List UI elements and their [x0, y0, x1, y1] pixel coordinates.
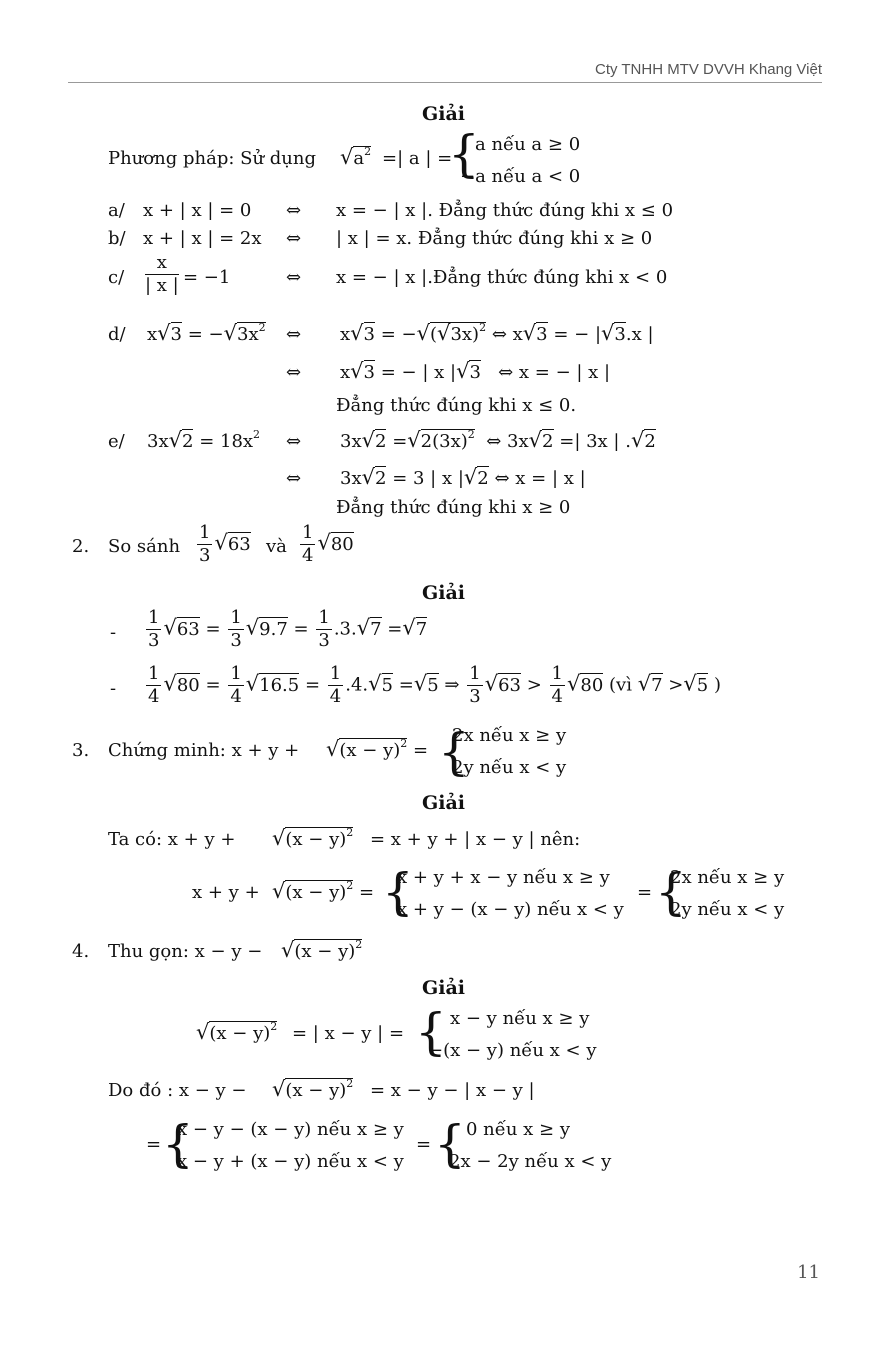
q4-do-sqrt: $√(x - y)^2$ — [272, 1077, 354, 1101]
q4-mid-case-2: x − y + (x − y) nếu x < y — [177, 1151, 404, 1172]
part-d-rhs-2: x√3 = − | x |√3 ⇔ x = − | x | — [340, 359, 611, 383]
part-a-rhs: x = − | x |. Đẳng thức đúng khi x ≤ 0 — [336, 200, 674, 221]
q3-mid-case-2: x + y − (x − y) nếu x < y — [397, 899, 624, 920]
q4-eq-2: = — [416, 1134, 432, 1155]
q3-line2-sqrt: $√(x - y)^2$ = — [272, 879, 375, 903]
part-c-eq: = −1 — [183, 267, 231, 288]
q2-expr-2: $\frac{1}{4}$ √80 — [302, 522, 354, 566]
q3-taco: Ta có: x + y + — [108, 829, 236, 850]
part-e-arrow-1: ⇔ — [286, 431, 302, 452]
q2-expr-1: $\frac{1}{3}$ √63 — [199, 522, 251, 566]
intro-brace: { — [448, 125, 480, 183]
q4-step1-sqrt: $√(x - y)^2$ — [196, 1020, 278, 1044]
q3-case-1: 2x nếu x ≥ y — [452, 725, 567, 746]
q4-sqrt: $√(x - y)^2$ — [281, 938, 363, 962]
q4-eq-1: = — [146, 1134, 162, 1155]
q3-taco-sqrt: $√(x - y)^2$ — [272, 826, 354, 850]
part-a-label: a/ — [108, 200, 125, 221]
q4-final-case-2: 2x − 2y nếu x < y — [449, 1151, 612, 1172]
part-d-lhs: $x√3 = -√3x^2$ — [147, 321, 266, 345]
part-a-arrow: ⇔ — [286, 200, 302, 221]
heading-giai-2: Giải — [422, 582, 465, 604]
part-d-arrow-2: ⇔ — [286, 362, 302, 383]
q2-number: 2. — [72, 536, 90, 557]
part-a-lhs: x + | x | = 0 — [143, 200, 252, 221]
part-e-arrow-2: ⇔ — [286, 468, 302, 489]
part-e-lhs: $3x√2 = 18x^2$ — [147, 428, 261, 452]
q3-text: Chứng minh: x + y + — [108, 740, 300, 761]
heading-giai-3: Giải — [422, 792, 465, 814]
running-header: Cty TNHH MTV DVVH Khang Việt — [594, 61, 822, 78]
q3-final-case-2: 2y nếu x < y — [670, 899, 785, 920]
intro-case-1: a nếu a ≥ 0 — [475, 134, 581, 155]
part-e-rhs-2: 3x√2 = 3 | x |√2 ⇔ x = | x | — [340, 465, 586, 489]
q2-text: So sánh — [108, 536, 181, 557]
q4-brace-1: { — [415, 1003, 447, 1061]
q4-final-case-1: 0 nếu x ≥ y — [466, 1119, 571, 1140]
q4-number: 4. — [72, 941, 90, 962]
q4-mid-case-1: x − y − (x − y) nếu x ≥ y — [177, 1119, 404, 1140]
q3-brace-2: { — [382, 863, 414, 921]
heading-giai-4: Giải — [422, 977, 465, 999]
q2-bullet-2: - — [110, 678, 117, 699]
q3-eq: = — [637, 882, 653, 903]
q4-do-rest: = x − y − | x − y | — [370, 1080, 535, 1101]
part-b-lhs: x + | x | = 2x — [143, 228, 262, 249]
q3-line2-lhs: x + y + — [192, 882, 260, 903]
q3-final-case-1: 2x nếu x ≥ y — [670, 867, 785, 888]
header-rule — [68, 82, 822, 83]
q2-bullet-1: - — [110, 622, 117, 643]
intro-case-2: −a nếu a < 0 — [460, 166, 581, 187]
q4-step1-eq: = | x − y | = — [292, 1023, 405, 1044]
q3-case-2: 2y nếu x < y — [452, 757, 567, 778]
q3-sqrt: $√(x - y)^2$ = — [326, 737, 429, 761]
part-d-label: d/ — [108, 324, 126, 345]
q2-and: và — [266, 536, 287, 557]
part-d-arrow-1: ⇔ — [286, 324, 302, 345]
heading-giai-1: Giải — [422, 103, 465, 125]
q3-number: 3. — [72, 740, 90, 761]
page-number: 11 — [797, 1262, 820, 1283]
part-c-label: c/ — [108, 267, 125, 288]
q3-brace: { — [438, 723, 470, 781]
q3-brace-3: { — [655, 863, 687, 921]
part-d-note: Đẳng thức đúng khi x ≤ 0. — [336, 395, 577, 416]
q3-taco-rest: = x + y + | x − y | nên: — [370, 829, 581, 850]
q2-line-2: $\frac{1}{4}$ √80 = $\frac{1}{4}$ √16.5 = $\frac{1}{4}$ .4.√5 =√5 ⇒ $\frac{1}{3}$ √63 > $\frac{1}{4}$ √80 (vì √7 >√5 ) — [148, 663, 721, 707]
q4-case-1: x − y nếu x ≥ y — [450, 1008, 590, 1029]
part-e-note: Đẳng thức đúng khi x ≥ 0 — [336, 497, 571, 518]
part-c-arrow: ⇔ — [286, 267, 302, 288]
intro-abs: =| a | = — [382, 148, 453, 169]
part-b-rhs: | x | = x. Đẳng thức đúng khi x ≥ 0 — [336, 228, 653, 249]
intro-sqrt-a2: $√a^2$ — [340, 145, 372, 169]
part-c-rhs: x = − | x |.Đẳng thức đúng khi x < 0 — [336, 267, 668, 288]
q3-mid-case-1: x + y + x − y nếu x ≥ y — [397, 867, 610, 888]
part-b-arrow: ⇔ — [286, 228, 302, 249]
q4-case-2: −(x − y) nếu x < y — [428, 1040, 597, 1061]
part-e-label: e/ — [108, 431, 125, 452]
part-d-rhs-1: $x√3 = -√(√3x)^2$ ⇔ x√3 = − |√3.x | — [340, 321, 654, 345]
q4-brace-2: { — [162, 1115, 194, 1173]
intro-lead: Phương pháp: Sử dụng — [108, 148, 317, 169]
q2-line-1: $\frac{1}{3}$ √63 = $\frac{1}{3}$ √9.7 = $\frac{1}{3}$ .3.√7 =√7 — [148, 607, 428, 651]
q4-brace-3: { — [434, 1115, 466, 1173]
q4-text: Thu gọn: x − y − — [108, 941, 263, 962]
part-b-label: b/ — [108, 228, 126, 249]
q4-do: Do đó : x − y − — [108, 1080, 247, 1101]
part-e-rhs-1: $3x√2 =√2(3x)^2$ ⇔ 3x√2 =| 3x | .√2 — [340, 428, 656, 452]
part-c-fraction: $\frac{x}{| x |}$ — [145, 252, 179, 296]
